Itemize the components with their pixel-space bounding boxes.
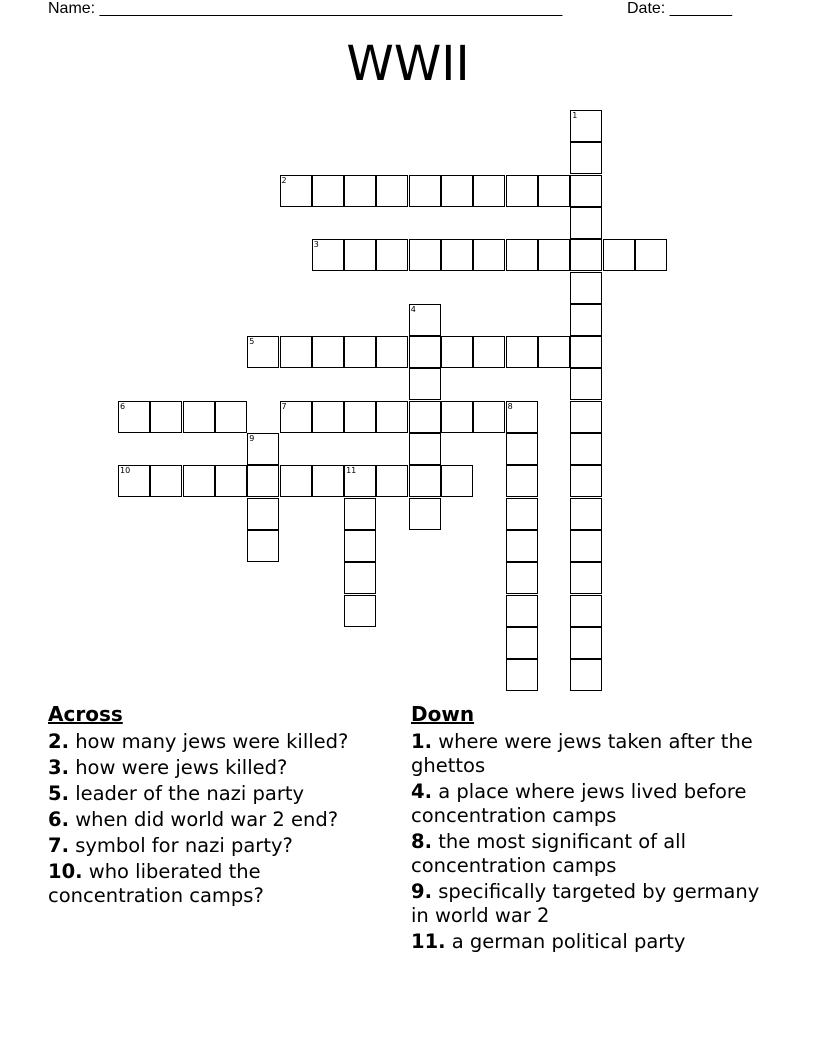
clue-down-9 <box>411 880 771 928</box>
clue-number: 4. <box>411 780 432 803</box>
cell-number: 11 <box>346 466 357 476</box>
name-field[interactable]: Name: ____________________________________________________ <box>48 0 563 17</box>
puzzle-title: WWII <box>346 36 470 92</box>
crossword-cell[interactable] <box>441 465 473 497</box>
crossword-cell[interactable] <box>280 465 312 497</box>
crossword-cell[interactable] <box>344 336 376 368</box>
clue-text: where were jews taken after the ghettos <box>411 730 753 777</box>
clue-text: how were jews killed? <box>75 756 288 779</box>
across-clues <box>48 702 388 910</box>
crossword-cell[interactable] <box>506 530 538 562</box>
crossword-cell[interactable] <box>473 239 505 271</box>
crossword-cell[interactable] <box>441 239 473 271</box>
cell-number: 5 <box>249 337 255 347</box>
crossword-cell[interactable] <box>506 498 538 530</box>
crossword-cell[interactable] <box>376 175 408 207</box>
crossword-cell[interactable] <box>344 401 376 433</box>
crossword-cell[interactable] <box>570 110 602 142</box>
cell-number: 9 <box>249 434 255 443</box>
clue-number: 8. <box>411 830 432 853</box>
crossword-cell[interactable] <box>312 175 344 207</box>
clue-across-3 <box>48 756 388 780</box>
clue-text: specifically targeted by germany in world war 2 <box>411 880 760 927</box>
crossword-cell[interactable] <box>570 175 602 207</box>
clue-text: a german political party <box>451 930 686 953</box>
crossword-cell[interactable] <box>570 304 602 336</box>
date-field[interactable]: Date: _______ <box>627 0 732 17</box>
clue-text: symbol for nazi party? <box>75 834 293 857</box>
clue-down-1 <box>411 730 771 778</box>
crossword-cell[interactable] <box>409 304 441 336</box>
crossword-cell[interactable] <box>506 433 538 465</box>
crossword-cell[interactable] <box>312 465 344 497</box>
crossword-cell[interactable] <box>441 401 473 433</box>
crossword-cell[interactable] <box>150 465 182 497</box>
crossword-cell[interactable] <box>570 627 602 659</box>
crossword-cell[interactable] <box>409 498 441 530</box>
cell-number: 3 <box>313 240 319 250</box>
crossword-cell[interactable] <box>312 401 344 433</box>
crossword-cell[interactable] <box>376 465 408 497</box>
clue-down-4 <box>411 780 771 828</box>
crossword-cell[interactable] <box>280 336 312 368</box>
cell-number: 8 <box>507 401 513 411</box>
crossword-cell[interactable] <box>247 465 279 497</box>
clue-across-10 <box>48 860 388 908</box>
clue-number: 3. <box>48 756 69 779</box>
clue-across-5 <box>48 782 388 806</box>
crossword-cell[interactable] <box>506 175 538 207</box>
crossword-cell[interactable] <box>344 530 376 562</box>
clue-across-6 <box>48 808 388 832</box>
crossword-cell[interactable] <box>570 207 602 239</box>
crossword-cell[interactable] <box>247 336 279 368</box>
clue-number: 9. <box>411 880 432 903</box>
crossword-cell[interactable] <box>183 401 215 433</box>
cell-number: 10 <box>120 466 131 476</box>
crossword-cell[interactable] <box>183 465 215 497</box>
crossword-cell[interactable] <box>570 401 602 433</box>
crossword-cell[interactable] <box>344 239 376 271</box>
crossword-cell[interactable] <box>312 336 344 368</box>
crossword-cell[interactable] <box>538 239 570 271</box>
crossword-cell[interactable] <box>118 465 150 497</box>
down-heading: Down <box>411 702 475 726</box>
crossword-cell[interactable] <box>376 239 408 271</box>
crossword-cell[interactable] <box>118 401 150 433</box>
crossword-cell[interactable] <box>441 336 473 368</box>
crossword-cell[interactable] <box>473 175 505 207</box>
clue-text: leader of the nazi party <box>75 782 305 805</box>
clue-across-2 <box>48 730 388 754</box>
crossword-cell[interactable] <box>506 336 538 368</box>
crossword-cell[interactable] <box>215 401 247 433</box>
crossword-cell[interactable] <box>570 336 602 368</box>
clue-number: 6. <box>48 808 69 831</box>
crossword-cell[interactable] <box>344 595 376 627</box>
crossword-cell[interactable] <box>376 401 408 433</box>
cell-number: 2 <box>281 175 287 185</box>
crossword-cell[interactable] <box>570 595 602 627</box>
crossword-cell[interactable] <box>409 336 441 368</box>
crossword-cell[interactable] <box>344 562 376 594</box>
clue-number: 1. <box>411 730 432 753</box>
clue-down-11 <box>411 930 771 954</box>
crossword-cell[interactable] <box>247 433 279 465</box>
crossword-cell[interactable] <box>409 465 441 497</box>
crossword-cell[interactable] <box>570 368 602 400</box>
down-clues <box>411 702 771 956</box>
crossword-cell[interactable] <box>215 465 247 497</box>
crossword-cell[interactable] <box>344 498 376 530</box>
crossword-cell[interactable] <box>570 239 602 271</box>
crossword-cell[interactable] <box>570 465 602 497</box>
crossword-cell[interactable] <box>570 272 602 304</box>
crossword-cell[interactable] <box>570 142 602 174</box>
crossword-cell[interactable] <box>570 530 602 562</box>
clue-text: when did world war 2 end? <box>75 808 339 831</box>
crossword-cell[interactable] <box>344 465 376 497</box>
crossword-cell[interactable] <box>506 401 538 433</box>
clue-down-8 <box>411 830 771 878</box>
clue-number: 11. <box>411 930 446 953</box>
clue-across-7 <box>48 834 388 858</box>
cell-number: 1 <box>572 111 578 120</box>
cell-number: 7 <box>281 401 287 411</box>
clue-text: a place where jews lived before concentration camps <box>411 780 747 827</box>
clue-number: 2. <box>48 730 69 753</box>
clue-text: the most significant of all concentration camps <box>411 830 686 877</box>
crossword-cell[interactable] <box>538 175 570 207</box>
crossword-cell[interactable] <box>603 239 635 271</box>
crossword-cell[interactable] <box>376 336 408 368</box>
crossword-cell[interactable] <box>312 239 344 271</box>
crossword-cell[interactable] <box>409 433 441 465</box>
crossword-cell[interactable] <box>570 498 602 530</box>
crossword-cell[interactable] <box>280 175 312 207</box>
clue-number: 10. <box>48 860 83 883</box>
clue-text: how many jews were killed? <box>75 730 349 753</box>
crossword-cell[interactable] <box>409 175 441 207</box>
crossword-cell[interactable] <box>247 530 279 562</box>
clue-text: who liberated the concentration camps? <box>48 860 264 907</box>
across-heading: Across <box>48 702 123 726</box>
crossword-cell[interactable] <box>506 595 538 627</box>
crossword-cell[interactable] <box>506 627 538 659</box>
crossword-cell[interactable] <box>570 562 602 594</box>
crossword-cell[interactable] <box>441 175 473 207</box>
crossword-cell[interactable] <box>409 239 441 271</box>
crossword-cell[interactable] <box>538 336 570 368</box>
crossword-cell[interactable] <box>506 239 538 271</box>
crossword-cell[interactable] <box>570 659 602 691</box>
clue-number: 7. <box>48 834 69 857</box>
crossword-cell[interactable] <box>473 336 505 368</box>
crossword-cell[interactable] <box>506 562 538 594</box>
crossword-cell[interactable] <box>280 401 312 433</box>
crossword-cell[interactable] <box>473 401 505 433</box>
crossword-cell[interactable] <box>506 465 538 497</box>
cell-number: 4 <box>410 304 416 314</box>
crossword-cell[interactable] <box>150 401 182 433</box>
crossword-cell[interactable] <box>344 175 376 207</box>
clue-number: 5. <box>48 782 69 805</box>
crossword-cell[interactable] <box>247 498 279 530</box>
crossword-cell[interactable] <box>409 368 441 400</box>
crossword-cell[interactable] <box>409 401 441 433</box>
crossword-cell[interactable] <box>570 433 602 465</box>
cell-number: 6 <box>120 401 126 411</box>
crossword-cell[interactable] <box>506 659 538 691</box>
crossword-cell[interactable] <box>635 239 667 271</box>
